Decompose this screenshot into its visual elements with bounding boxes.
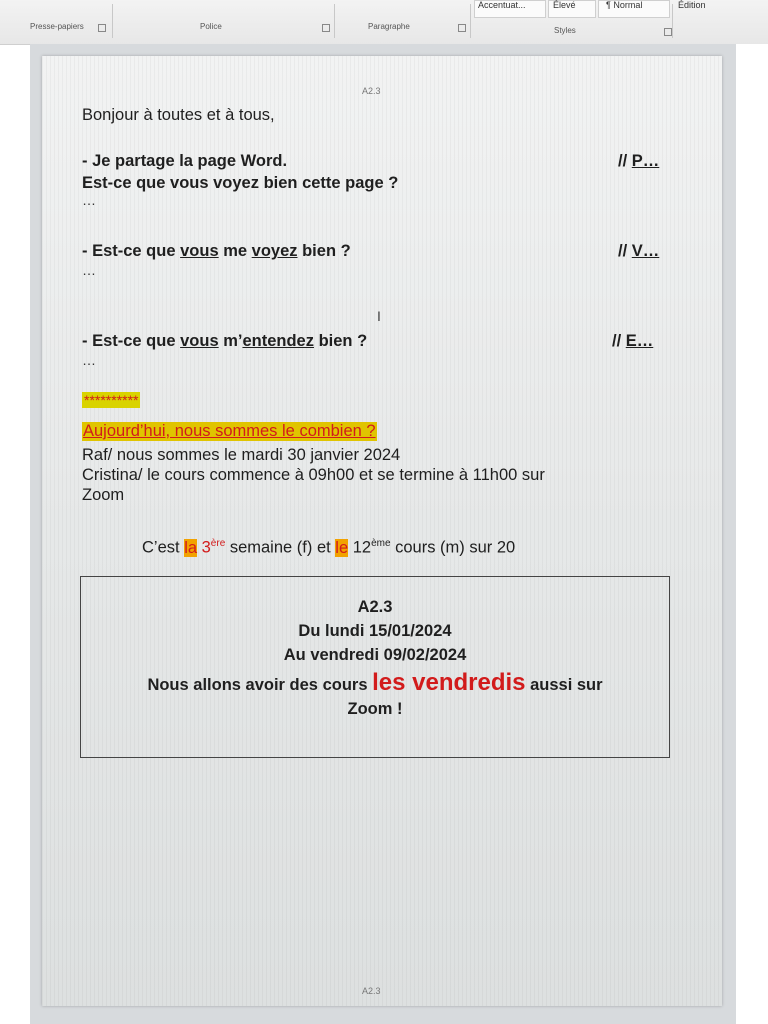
tag-prefix: // [618,152,632,170]
document-canvas [30,44,736,1024]
week-eme: ème [371,538,391,549]
styles-launcher-icon[interactable] [664,28,672,36]
separator-stars: ********** [84,392,139,408]
clipboard-launcher-icon[interactable] [98,24,106,32]
ribbon-group-edit[interactable]: Édition [678,0,706,10]
ribbon-separator [112,4,113,38]
week-le: le [335,538,349,557]
question-entendez [82,332,367,351]
q2-voyez: voyez [251,242,298,260]
q3-m: m’ [218,332,243,350]
week-ere: ère [210,538,226,549]
q3-suffix: bien ? [313,332,368,350]
tag-prefix: // [618,242,632,260]
ribbon-separator [334,4,335,38]
ellipsis-1: … [82,192,96,208]
cristina-line-2: Zoom [82,486,125,504]
q2-me: me [218,242,252,260]
window-margin [736,44,768,1024]
share-question: Est-ce que vous voyez bien cette page ? [82,174,399,192]
paragraph-launcher-icon[interactable] [458,24,466,32]
footer-tag: A2.3 [362,986,381,996]
box-fridays-line [81,671,669,697]
share-tag [618,152,659,171]
week-3: 3 [197,538,211,557]
tag-prefix: // [612,332,626,350]
raf-line: Raf/ nous sommes le mardi 30 janvier 2024 [82,446,401,464]
week-c: C’est [142,538,185,557]
box-line-2: Zoom ! [347,700,403,718]
week-end: cours (m) sur 20 [390,538,516,557]
box-to: Au vendredi 09/02/2024 [283,646,467,664]
q3-vous: vous [180,332,219,350]
box-line-start: Nous allons avoir des cours [147,676,373,694]
ribbon-group-clipboard[interactable]: Presse-papiers [30,22,84,31]
ribbon-separator [672,4,673,38]
entendez-tag-text: E… [625,332,654,350]
share-tag-text: P… [631,152,660,170]
entendez-tag [612,332,653,351]
question-voyez [82,242,351,261]
ribbon-group-paragraph[interactable]: Paragraphe [368,22,410,31]
box-from: Du lundi 15/01/2024 [298,622,452,640]
style-accent[interactable]: Accentuat... [478,0,526,10]
header-tag: A2.3 [362,86,381,96]
font-launcher-icon[interactable] [322,24,330,32]
ellipsis-3: … [82,352,96,368]
q3-prefix: - Est-ce que [82,332,181,350]
ellipsis-2: … [82,262,96,278]
word-ribbon [0,0,768,45]
q2-suffix: bien ? [297,242,351,260]
share-line: - Je partage la page Word. [82,152,288,170]
box-title: A2.3 [357,598,393,616]
cristina-line: Cristina/ le cours commence à 09h00 et se termine à 11h00 sur [82,466,545,484]
today-question: Aujourd’hui, nous sommes le combien ? [83,422,376,440]
style-eleve[interactable]: Élevé [553,0,576,10]
box-line-red: les vendredis [372,669,526,696]
voyez-tag [618,242,659,261]
week-la: la [184,538,198,557]
voyez-tag-text: V… [631,242,660,260]
ribbon-group-font[interactable]: Police [200,22,222,31]
course-info-box [80,576,670,758]
ibeam-cursor-icon: I [377,308,381,324]
q2-prefix: - Est-ce que [82,242,181,260]
ribbon-group-styles[interactable]: Styles [554,26,576,35]
style-normal[interactable]: ¶ Normal [606,0,643,10]
q3-entendez: entendez [242,332,314,350]
q2-vous: vous [180,242,219,260]
week-line [142,538,515,558]
week-12: 12 [348,538,372,557]
ribbon-separator [470,4,471,38]
box-line-end: aussi sur [525,676,603,694]
greeting: Bonjour à toutes et à tous, [82,106,275,124]
week-mid: semaine (f) et [225,538,336,557]
document-page[interactable] [42,56,722,1006]
